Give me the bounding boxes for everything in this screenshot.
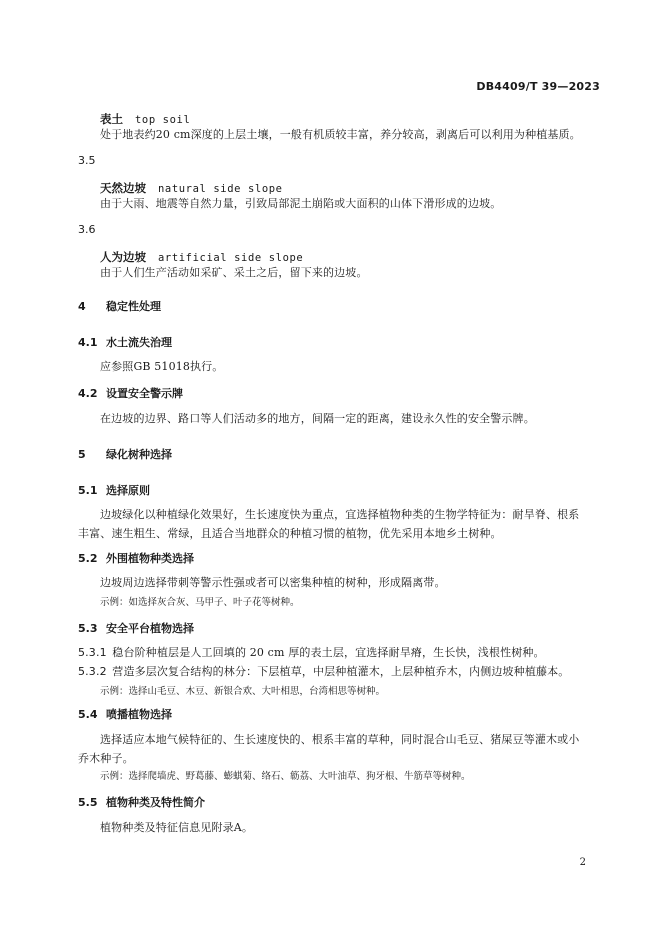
section-number: 5.3: [78, 622, 98, 635]
section-body: 应参照GB 51018执行。: [100, 360, 224, 373]
term-cn-label: 人为边坡: [100, 250, 146, 264]
example-note: 示例：选择爬墙虎、野葛藤、蟛蜞菊、络石、簕荔、大叶油草、狗牙根、牛筋草等树种。: [100, 771, 471, 782]
section-heading-5-3: [78, 620, 194, 636]
section-body: 边坡周边选择带刺等警示性强或者可以密集种植的树种，形成隔离带。: [100, 576, 446, 589]
section-body-line: 边坡绿化以种植绿化效果好，生长速度快为重点，宜选择植物种类的生物学特征为：耐旱脊、根系: [100, 508, 580, 521]
term-cn-label: 表土: [100, 112, 123, 126]
section-body-line: 乔木种子。: [78, 752, 134, 765]
example-note: 示例：选择山毛豆、木豆、新银合欢、大叶相思，台湾相思等树种。: [100, 686, 386, 697]
section-heading-4: [78, 298, 161, 314]
section-title: 稳定性处理: [106, 300, 161, 313]
section-heading-5-1: [78, 482, 150, 498]
term-en-label: artificial side slope: [158, 252, 304, 264]
term-en-label: top soil: [135, 114, 191, 126]
section-heading-5: [78, 446, 172, 462]
term-en-label: natural side slope: [158, 183, 283, 195]
section-number: 4.1: [78, 336, 98, 349]
section-number: 5.5: [78, 796, 98, 809]
section-heading-5-5: [78, 794, 205, 810]
section-body: 植物种类及特征信息见附录A。: [100, 821, 254, 834]
subclause-number: 5.3.1: [78, 646, 107, 659]
section-title: 绿化树种选择: [106, 448, 172, 461]
clause-number: 3.6: [78, 223, 96, 236]
section-number: 5.2: [78, 552, 98, 565]
section-title: 喷播植物选择: [106, 708, 172, 721]
section-title: 设置安全警示牌: [106, 387, 183, 400]
section-body: 在边坡的边界、路口等人们活动多的地方，间隔一定的距离，建设永久性的安全警示牌。: [100, 412, 535, 425]
term-heading-top-soil: [100, 108, 190, 127]
section-heading-5-4: [78, 706, 172, 722]
term-heading-artificial-side-slope: [100, 246, 303, 265]
section-body-line: 丰富、速生粗生、常绿，且适合当地群众的种植习惯的植物，优先采用本地乡土树种。: [78, 527, 502, 540]
section-title: 植物种类及特性简介: [106, 796, 205, 809]
term-definition: 处于地表约20 cm深度的上层土壤，一般有机质较丰富，养分较高，剥离后可以利用为种植基质。: [100, 128, 581, 141]
section-number: 4.2: [78, 387, 98, 400]
section-heading-5-2: [78, 550, 194, 566]
example-note: 示例：如选择灰合灰、马甲子、叶子花等树种。: [100, 597, 300, 608]
section-heading-4-1: [78, 334, 172, 350]
section-title: 安全平台植物选择: [106, 622, 194, 635]
page-number: 2: [579, 857, 586, 868]
term-definition: 由于人们生产活动如采矿、采土之后，留下来的边坡。: [100, 266, 368, 279]
section-number: 4: [78, 300, 86, 313]
section-title: 选择原则: [106, 484, 150, 497]
subclause-number: 5.3.2: [78, 665, 107, 678]
subclause-text: 营造多层次复合结构的林分：下层植草，中层种植灌木，上层种植乔木，内侧边坡种植藤本。: [112, 665, 570, 678]
section-heading-4-2: [78, 385, 183, 401]
section-number: 5.4: [78, 708, 98, 721]
section-number: 5: [78, 448, 86, 461]
term-heading-natural-side-slope: [100, 177, 283, 196]
section-title: 水土流失治理: [106, 336, 172, 349]
section-title: 外围植物种类选择: [106, 552, 194, 565]
section-body-line: 选择适应本地气候特征的、生长速度快的、根系丰富的草种，同时混合山毛豆、猪屎豆等灌木或小: [100, 733, 580, 746]
section-number: 5.1: [78, 484, 98, 497]
document-code: DB4409/T 39—2023: [476, 80, 600, 93]
subclause-text: 稳台阶种植层是人工回填的 20 cm 厚的表土层，宜选择耐旱瘠，生长快，浅根性树种。: [112, 646, 545, 659]
subclause-5-3-2: [78, 663, 569, 679]
term-cn-label: 天然边坡: [100, 181, 146, 195]
clause-number: 3.5: [78, 154, 96, 167]
term-definition: 由于大雨、地震等自然力量，引致局部泥土崩陷或大面积的山体下滑形成的边坡。: [100, 197, 502, 210]
subclause-5-3-1: [78, 644, 545, 660]
